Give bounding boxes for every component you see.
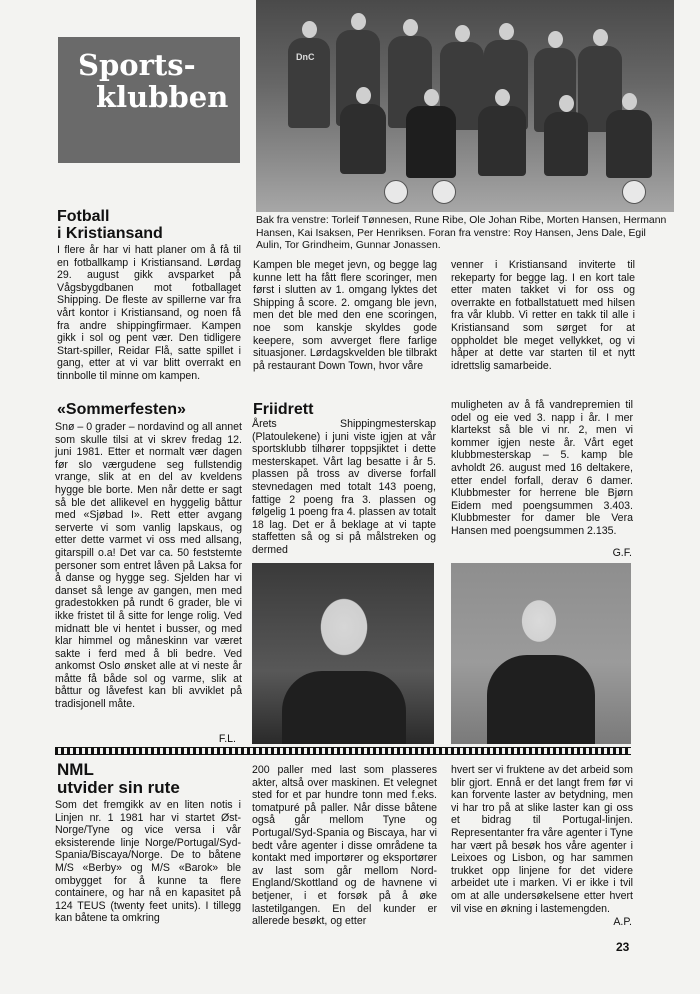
sommerfesten-heading: «Sommerfesten» — [57, 401, 186, 418]
fotball-heading — [57, 208, 247, 242]
photo-caption: Bak fra venstre: Torleif Tønnesen, Rune Ribe, Ole Johan Ribe, Morten Hansen, Hermann Hansen, Kai Isaksen, Per Henriksen. Foran fra venstre: Roy Hansen, Jens Dale, Egil Aulin, Tor Grindheim, Gunnar Jonassen. — [256, 215, 667, 252]
portrait-body — [487, 655, 595, 744]
sommerfesten-text: Snø – 0 grader – nordavind og all annet som skulle tilsi at vi skrev fredag 12. juni 1981. Etter et normalt vær dagen før slo værgudene seg fullstendig vrange, slik at en del av kveldens hygge ble borte. Men når dette er sagt så ble det allikevel en hyggelig båttur med «Sjøbad I». Rett etter avgang serverte vi som vanlig lapskaus, og etter dette varmet vi oss med allsang, gitarspill o.a! Det var ca. 50 feststemte personer som entret låven på Laksa for å danse og hygge seg. Sjelden har vi danset så lenge av gangen, men med gradestokken på rundt 6 grader, ble vi ikke fristet til å sitte for lenge rolig. Ved midnatt ble vi hentet i busser, og med klar himmel og måneskinn var været sakte i ferd med å bli bedre. Ved ankomst Oslo ønsket alle at vi neste år måtte få både sol og varme, slik at båttur og låvefest kan bli avviklet på tradisjonell måte. — [55, 421, 242, 711]
shirt-text: DnC — [296, 52, 315, 62]
fotball-text-col2: Kampen ble meget jevn, og begge lag kunne lett ha fått flere scoringer, men først i slutten av 1. omgang lyktes det Shipping å score. 2. omgang ble jevn, men det ble med den ene scoringen, noe som kanskje skyldes gode keepere, som avverget flere farlige situasjoner. Lørdagskvelden ble tilbrakt på restaurant Down Town, hvor våre — [253, 259, 437, 372]
portrait-body — [282, 671, 406, 744]
friidrett-heading: Friidrett — [253, 401, 314, 418]
logo-line-1: Sports- — [78, 48, 196, 82]
fotball-text-col3: venner i Kristiansand inviterte til rekeparty for begge lag. I en kort tale etter maten takket vi for oss og overrakte en fotballstatuett med hilsen fra vår klubb. Vi retter en takk til alle i Kristiansand som sørget for at oppholdet ble meget vellykket, og vi håper at dette var starten til et nytt idrettslig samarbeide. — [451, 259, 635, 372]
football — [622, 180, 646, 204]
sportsklubben-logo — [58, 37, 240, 163]
section-divider — [55, 747, 631, 755]
friidrett-signature: G.F. — [612, 547, 632, 559]
nml-text-col2: 200 paller med last som plasseres akter, altså over maskinen. Et velegnet sted for et par hundre tonn med f.eks. tomatpuré på paller. Når disse båtene også går mellom Tyne og Portugal/Syd-Spania og Biscaya, har vi bedt våre agenter i disse områdene ta kontakt med importører og eksportører av last som går mellom Nord-England/Skottland og de havnene vi betjener, i et forsøk på å øke lastetilgangen. En del kunder er allerede besøkt, og etter — [252, 764, 437, 928]
player-figure — [340, 104, 386, 174]
fotball-heading-line-2: i Kristiansand — [57, 225, 163, 242]
nml-heading-line-1: NML — [57, 760, 94, 779]
portrait-man-photo — [252, 563, 434, 744]
player-figure — [544, 112, 588, 176]
nml-text-col1: Som det fremgikk av en liten notis i Linjen nr. 1 1981 har vi startet Øst-Norge/Tyne og vice versa i vår eksisterende linje Norge/Portugal/Syd-Spania/Biscaya/Norge. De to båtene M/S «Berby» og M/S «Barok» ble ombygget for å kunne ta flere containere, og har nå en kapasitet på 124 TEUS (twenty feet units). I tillegg kan båtene ta omkring — [55, 799, 241, 925]
football — [384, 180, 408, 204]
nml-heading-line-2: utvider sin rute — [57, 778, 180, 797]
player-figure — [606, 110, 652, 178]
friidrett-text-col2: muligheten av å få vandrepremien til odel og eie ved 3. napp i år. I mer klartekst så ble vi nr. 2, men vi kommer igjen neste år. Vårt eget klubbmesterskap – 5. kamp ble avholdt 26. august med 16 deltakere, etter endel forfall, derav 6 damer. Klubbmester for herrene ble Bjørn Eidem med poengsummen 3.403. Klubbmester for damer ble Vera Hansen med poengsummen 2.135. — [451, 399, 633, 537]
player-figure — [406, 106, 456, 178]
nml-text-col3: hvert ser vi fruktene av det arbeid som blir gjort. Ennå er det langt frem før vi kan forvente laster av betydning, men vi har tro på at slike laster kan gi oss et bidrag til Portugal-linjen. Representanter fra våre agenter i Tyne har vært på besøk hos våre agenter i Leixoes og Lisbon, og har sammen trukket opp linjene for det videre arbeidet ute i marken. Vi er ikke i tvil om at alle undersøkelsene etter hvert vil vise en økning i lastemengden. — [451, 764, 633, 915]
friidrett-text-col1: Årets Shippingmesterskap (Platoulekene) i juni viste igjen at vår sportsklubb tilhører toppsjiktet i dette mesterskapet. Vårt lag besatte i år 5. plassen på tross av diverse forfall stevnedagen med totalt 143 poeng, fattige 2 poeng fra 3. plassen og følgelig 1 poeng fra 4. plassen av totalt 18 lag. Det er å beklage at vi tapte staffetten så og si på målstreken og dermed — [252, 418, 436, 556]
nml-signature: A.P. — [613, 916, 632, 928]
sommerfesten-signature: F.L. — [218, 733, 236, 745]
logo-line-2: klubben — [96, 80, 229, 114]
portrait-woman-photo — [451, 563, 631, 744]
team-photo — [256, 0, 674, 212]
fotball-text-col1: I flere år har vi hatt planer om å få til en fotballkamp i Kristiansand. Lørdag 29. august gikk avsparket på Vågsbygdbanen mot fotballaget Shipping. De fleste av spillerne var fra vårt kontor i Kristiansand, og noen få fra andre shippingfirmaer. Kampen gikk i sol og pent vær. Den tidligere Start-spiller, Reidar Flå, satte spillet i gang, etter at vi var blitt overrakt en tinnbolle til minne om kampen. — [57, 244, 241, 382]
nml-heading — [57, 761, 247, 797]
page-number: 23 — [616, 940, 630, 954]
player-figure — [478, 106, 526, 176]
football — [432, 180, 456, 204]
fotball-heading-line-1: Fotball — [57, 208, 110, 225]
